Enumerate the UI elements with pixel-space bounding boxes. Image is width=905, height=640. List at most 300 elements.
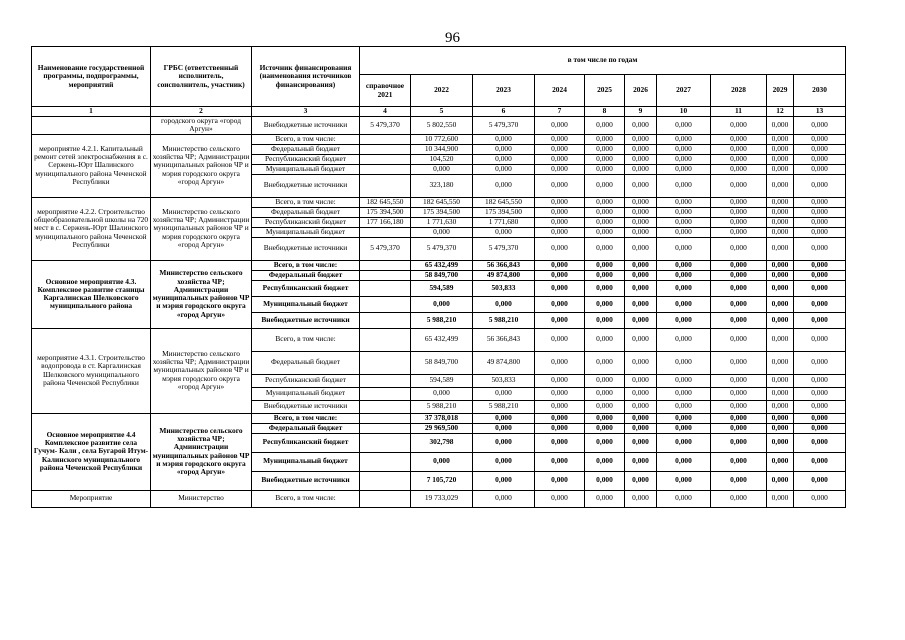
- column-index: 6: [473, 107, 535, 117]
- amount-cell: 0,000: [585, 144, 625, 154]
- amount-cell: 0,000: [657, 490, 711, 507]
- amount-cell: 0,000: [585, 423, 625, 433]
- funding-source: Муниципальный бюджет: [252, 296, 360, 312]
- column-index: 8: [585, 107, 625, 117]
- funding-source: Всего, в том числе:: [252, 260, 360, 270]
- amount-cell: 0,000: [625, 471, 657, 490]
- amount-cell: 0,000: [625, 452, 657, 471]
- amount-cell: 0,000: [625, 433, 657, 452]
- amount-cell: 0,000: [711, 413, 767, 423]
- amount-cell: 0,000: [585, 154, 625, 164]
- amount-cell: 0,000: [473, 134, 535, 144]
- amount-cell: 0,000: [657, 312, 711, 328]
- amount-cell: 175 394,500: [411, 207, 473, 217]
- amount-cell: 0,000: [794, 237, 846, 260]
- amount-cell: 0,000: [794, 296, 846, 312]
- amount-cell: 0,000: [711, 296, 767, 312]
- amount-cell: 0,000: [585, 134, 625, 144]
- amount-cell: 0,000: [657, 387, 711, 400]
- amount-cell: 0,000: [535, 197, 585, 207]
- column-index: 2: [151, 107, 252, 117]
- amount-cell: 0,000: [767, 433, 794, 452]
- amount-cell: 0,000: [767, 164, 794, 174]
- amount-cell: 0,000: [535, 312, 585, 328]
- responsible-org: Министерство сельского хозяйства ЧР; Администрации муниципальных районов ЧР и мэрия городского округа «город Аргун»: [151, 134, 252, 197]
- column-index: 11: [711, 107, 767, 117]
- amount-cell: [360, 374, 411, 387]
- amount-cell: 0,000: [711, 423, 767, 433]
- amount-cell: 175 394,500: [473, 207, 535, 217]
- amount-cell: 1 771,630: [411, 217, 473, 227]
- amount-cell: 0,000: [473, 413, 535, 423]
- amount-cell: 0,000: [535, 296, 585, 312]
- amount-cell: 0,000: [794, 217, 846, 227]
- amount-cell: 0,000: [657, 413, 711, 423]
- amount-cell: 65 432,499: [411, 260, 473, 270]
- amount-cell: 0,000: [794, 207, 846, 217]
- amount-cell: 0,000: [657, 117, 711, 135]
- amount-cell: 0,000: [657, 400, 711, 413]
- funding-source: Внебюджетные источники: [252, 400, 360, 413]
- column-index: 4: [360, 107, 411, 117]
- amount-cell: 0,000: [711, 328, 767, 351]
- amount-cell: [360, 400, 411, 413]
- header-year-2022: 2022: [411, 75, 473, 107]
- amount-cell: 0,000: [535, 270, 585, 280]
- amount-cell: 7 105,720: [411, 471, 473, 490]
- amount-cell: 0,000: [473, 471, 535, 490]
- activity-name: Мероприятие: [32, 490, 151, 507]
- amount-cell: 0,000: [585, 117, 625, 135]
- amount-cell: 0,000: [473, 423, 535, 433]
- funding-source: Всего, в том числе:: [252, 413, 360, 423]
- funding-table: [31, 46, 846, 508]
- funding-source: Республиканский бюджет: [252, 217, 360, 227]
- responsible-org: Министерство сельского хозяйства ЧР; Администрации муниципальных районов ЧР и мэрия городского округа «город Аргун»: [151, 328, 252, 413]
- amount-cell: 0,000: [794, 413, 846, 423]
- amount-cell: 0,000: [585, 400, 625, 413]
- funding-source: Муниципальный бюджет: [252, 452, 360, 471]
- funding-source: Федеральный бюджет: [252, 207, 360, 217]
- amount-cell: [360, 296, 411, 312]
- amount-cell: 5 479,370: [360, 117, 411, 135]
- amount-cell: [360, 471, 411, 490]
- amount-cell: 0,000: [767, 400, 794, 413]
- amount-cell: 0,000: [711, 280, 767, 296]
- amount-cell: 5 479,370: [411, 237, 473, 260]
- amount-cell: 0,000: [625, 270, 657, 280]
- amount-cell: 0,000: [767, 270, 794, 280]
- amount-cell: 0,000: [794, 260, 846, 270]
- amount-cell: 0,000: [535, 423, 585, 433]
- amount-cell: 0,000: [535, 164, 585, 174]
- amount-cell: 10 344,900: [411, 144, 473, 154]
- amount-cell: 0,000: [625, 134, 657, 144]
- column-index: 1: [32, 107, 151, 117]
- table-row: [32, 134, 846, 144]
- amount-cell: 0,000: [625, 328, 657, 351]
- amount-cell: 0,000: [585, 260, 625, 270]
- amount-cell: 37 378,018: [411, 413, 473, 423]
- amount-cell: 5 479,370: [473, 117, 535, 135]
- amount-cell: 0,000: [767, 144, 794, 154]
- amount-cell: 0,000: [657, 270, 711, 280]
- amount-cell: 0,000: [625, 312, 657, 328]
- amount-cell: 0,000: [625, 197, 657, 207]
- column-index-row: [32, 107, 846, 117]
- amount-cell: 0,000: [794, 490, 846, 507]
- amount-cell: 0,000: [794, 280, 846, 296]
- activity-name: мероприятие 4.3.1. Строительство водопровода в ст. Каргалинская Шелковского муниципального района Чеченской Республики: [32, 328, 151, 413]
- amount-cell: 5 988,210: [473, 312, 535, 328]
- amount-cell: 104,520: [411, 154, 473, 164]
- amount-cell: 0,000: [657, 227, 711, 237]
- amount-cell: 0,000: [625, 260, 657, 270]
- funding-source: Федеральный бюджет: [252, 144, 360, 154]
- amount-cell: [360, 280, 411, 296]
- amount-cell: 0,000: [711, 260, 767, 270]
- amount-cell: 0,000: [473, 154, 535, 164]
- amount-cell: [360, 490, 411, 507]
- amount-cell: 0,000: [657, 260, 711, 270]
- amount-cell: 0,000: [473, 164, 535, 174]
- amount-cell: 0,000: [535, 174, 585, 197]
- amount-cell: 594,589: [411, 374, 473, 387]
- amount-cell: 0,000: [767, 154, 794, 164]
- amount-cell: 0,000: [794, 328, 846, 351]
- amount-cell: 0,000: [657, 433, 711, 452]
- amount-cell: 19 733,029: [411, 490, 473, 507]
- amount-cell: 0,000: [625, 207, 657, 217]
- header-year-2025: 2025: [585, 75, 625, 107]
- amount-cell: 0,000: [767, 423, 794, 433]
- amount-cell: 0,000: [535, 217, 585, 227]
- amount-cell: 177 166,180: [360, 217, 411, 227]
- amount-cell: 0,000: [585, 387, 625, 400]
- responsible-org: Министерство сельского хозяйства ЧР; Администрации муниципальных районов ЧР и мэрия городского округа «город Аргун»: [151, 260, 252, 328]
- amount-cell: 0,000: [794, 452, 846, 471]
- amount-cell: 0,000: [711, 154, 767, 164]
- amount-cell: 0,000: [767, 197, 794, 207]
- amount-cell: [360, 423, 411, 433]
- funding-source: Муниципальный бюджет: [252, 227, 360, 237]
- amount-cell: 0,000: [411, 296, 473, 312]
- amount-cell: 0,000: [585, 328, 625, 351]
- amount-cell: 0,000: [767, 217, 794, 227]
- funding-source: Всего, в том числе:: [252, 328, 360, 351]
- activity-name: [32, 117, 151, 135]
- amount-cell: 0,000: [767, 471, 794, 490]
- amount-cell: 0,000: [535, 207, 585, 217]
- amount-cell: [360, 144, 411, 154]
- amount-cell: 0,000: [711, 433, 767, 452]
- amount-cell: 0,000: [794, 374, 846, 387]
- amount-cell: 0,000: [657, 237, 711, 260]
- amount-cell: 65 432,499: [411, 328, 473, 351]
- amount-cell: 0,000: [711, 197, 767, 207]
- amount-cell: 0,000: [711, 164, 767, 174]
- amount-cell: 0,000: [657, 207, 711, 217]
- amount-cell: 0,000: [411, 452, 473, 471]
- amount-cell: 0,000: [794, 433, 846, 452]
- amount-cell: 0,000: [794, 387, 846, 400]
- activity-name: мероприятие 4.2.1. Капитальный ремонт сетей электроснабжения в с. Сержень-Юрт Шалинского муниципального района Чеченской Республики: [32, 134, 151, 197]
- funding-source: Республиканский бюджет: [252, 280, 360, 296]
- amount-cell: 0,000: [535, 452, 585, 471]
- amount-cell: 0,000: [625, 154, 657, 164]
- amount-cell: [360, 154, 411, 164]
- amount-cell: 503,833: [473, 280, 535, 296]
- amount-cell: 0,000: [535, 490, 585, 507]
- amount-cell: 0,000: [625, 374, 657, 387]
- amount-cell: 0,000: [625, 387, 657, 400]
- amount-cell: 0,000: [767, 312, 794, 328]
- amount-cell: 0,000: [711, 144, 767, 154]
- header-year-2028: 2028: [711, 75, 767, 107]
- amount-cell: 0,000: [625, 227, 657, 237]
- amount-cell: 0,000: [767, 413, 794, 423]
- amount-cell: 0,000: [535, 328, 585, 351]
- amount-cell: 0,000: [585, 227, 625, 237]
- amount-cell: 0,000: [657, 164, 711, 174]
- amount-cell: 0,000: [711, 237, 767, 260]
- amount-cell: 0,000: [794, 351, 846, 374]
- amount-cell: 0,000: [585, 207, 625, 217]
- table-row: [32, 117, 846, 135]
- amount-cell: 0,000: [794, 400, 846, 413]
- amount-cell: 0,000: [711, 207, 767, 217]
- column-index: 12: [767, 107, 794, 117]
- amount-cell: 0,000: [657, 144, 711, 154]
- amount-cell: 0,000: [535, 117, 585, 135]
- amount-cell: 0,000: [767, 134, 794, 144]
- amount-cell: 0,000: [535, 413, 585, 423]
- amount-cell: 5 988,210: [411, 312, 473, 328]
- amount-cell: [360, 134, 411, 144]
- amount-cell: 503,833: [473, 374, 535, 387]
- funding-source: Внебюджетные источники: [252, 237, 360, 260]
- amount-cell: 0,000: [625, 237, 657, 260]
- header-grbs: ГРБС (ответственный исполнитель, соисполнитель, участник): [151, 47, 252, 107]
- amount-cell: 0,000: [535, 280, 585, 296]
- amount-cell: 0,000: [535, 237, 585, 260]
- amount-cell: 0,000: [767, 351, 794, 374]
- amount-cell: 49 874,800: [473, 351, 535, 374]
- amount-cell: 0,000: [794, 154, 846, 164]
- amount-cell: 0,000: [535, 400, 585, 413]
- amount-cell: [360, 164, 411, 174]
- amount-cell: 323,180: [411, 174, 473, 197]
- header-year-2026: 2026: [625, 75, 657, 107]
- funding-source: Внебюджетные источники: [252, 117, 360, 135]
- amount-cell: [360, 312, 411, 328]
- table-row: [32, 197, 846, 207]
- amount-cell: 0,000: [535, 154, 585, 164]
- amount-cell: 0,000: [535, 387, 585, 400]
- amount-cell: 0,000: [473, 452, 535, 471]
- amount-cell: 0,000: [657, 452, 711, 471]
- amount-cell: 5 479,370: [360, 237, 411, 260]
- amount-cell: 0,000: [535, 351, 585, 374]
- amount-cell: 0,000: [711, 217, 767, 227]
- amount-cell: 0,000: [657, 296, 711, 312]
- funding-source: Республиканский бюджет: [252, 154, 360, 164]
- amount-cell: 0,000: [767, 452, 794, 471]
- amount-cell: 0,000: [535, 471, 585, 490]
- funding-source: Муниципальный бюджет: [252, 387, 360, 400]
- amount-cell: 0,000: [767, 490, 794, 507]
- amount-cell: 0,000: [767, 174, 794, 197]
- amount-cell: 0,000: [767, 227, 794, 237]
- amount-cell: 0,000: [473, 144, 535, 154]
- amount-cell: 0,000: [411, 164, 473, 174]
- amount-cell: [360, 260, 411, 270]
- funding-source: Всего, в том числе:: [252, 134, 360, 144]
- table-body: [32, 117, 846, 508]
- amount-cell: 0,000: [585, 280, 625, 296]
- amount-cell: [360, 351, 411, 374]
- amount-cell: 0,000: [625, 280, 657, 296]
- amount-cell: 0,000: [711, 387, 767, 400]
- amount-cell: 0,000: [767, 117, 794, 135]
- amount-cell: 5 802,550: [411, 117, 473, 135]
- funding-source: Внебюджетные источники: [252, 174, 360, 197]
- amount-cell: 0,000: [625, 490, 657, 507]
- amount-cell: 0,000: [585, 452, 625, 471]
- table-row: [32, 413, 846, 423]
- amount-cell: 0,000: [767, 374, 794, 387]
- amount-cell: 0,000: [711, 117, 767, 135]
- funding-source: Всего, в том числе:: [252, 197, 360, 207]
- column-index: 5: [411, 107, 473, 117]
- column-index: 9: [625, 107, 657, 117]
- amount-cell: 56 366,843: [473, 260, 535, 270]
- amount-cell: 0,000: [625, 164, 657, 174]
- amount-cell: 0,000: [625, 217, 657, 227]
- funding-source: Муниципальный бюджет: [252, 164, 360, 174]
- amount-cell: 0,000: [794, 270, 846, 280]
- amount-cell: 0,000: [585, 413, 625, 423]
- header-year-2029: 2029: [767, 75, 794, 107]
- amount-cell: 0,000: [711, 490, 767, 507]
- amount-cell: 0,000: [657, 197, 711, 207]
- amount-cell: 0,000: [794, 134, 846, 144]
- amount-cell: 0,000: [794, 312, 846, 328]
- amount-cell: 0,000: [473, 433, 535, 452]
- page-number: 96: [445, 30, 460, 46]
- amount-cell: 0,000: [657, 134, 711, 144]
- amount-cell: 182 645,550: [473, 197, 535, 207]
- amount-cell: 0,000: [625, 351, 657, 374]
- amount-cell: 0,000: [657, 374, 711, 387]
- amount-cell: 0,000: [411, 227, 473, 237]
- amount-cell: 56 366,843: [473, 328, 535, 351]
- header-ref-2021: справочное 2021: [360, 75, 411, 107]
- amount-cell: 5 988,210: [473, 400, 535, 413]
- amount-cell: 1 771,680: [473, 217, 535, 227]
- amount-cell: 0,000: [585, 433, 625, 452]
- amount-cell: 58 849,700: [411, 270, 473, 280]
- amount-cell: 0,000: [473, 490, 535, 507]
- amount-cell: [360, 328, 411, 351]
- amount-cell: 0,000: [585, 296, 625, 312]
- funding-source: Республиканский бюджет: [252, 374, 360, 387]
- amount-cell: 0,000: [535, 374, 585, 387]
- amount-cell: 0,000: [657, 280, 711, 296]
- funding-source: Федеральный бюджет: [252, 351, 360, 374]
- amount-cell: 0,000: [585, 374, 625, 387]
- amount-cell: 0,000: [625, 413, 657, 423]
- amount-cell: 0,000: [767, 237, 794, 260]
- amount-cell: 0,000: [535, 227, 585, 237]
- amount-cell: 0,000: [711, 471, 767, 490]
- table-row: [32, 328, 846, 351]
- amount-cell: 0,000: [625, 423, 657, 433]
- table-row: [32, 260, 846, 270]
- amount-cell: 0,000: [794, 164, 846, 174]
- header-year-2027: 2027: [657, 75, 711, 107]
- amount-cell: [360, 270, 411, 280]
- amount-cell: 0,000: [711, 400, 767, 413]
- amount-cell: 0,000: [794, 227, 846, 237]
- funding-source: Федеральный бюджет: [252, 270, 360, 280]
- column-index: 10: [657, 107, 711, 117]
- header-year-2024: 2024: [535, 75, 585, 107]
- amount-cell: 5 988,210: [411, 400, 473, 413]
- amount-cell: [360, 413, 411, 423]
- amount-cell: 302,798: [411, 433, 473, 452]
- amount-cell: 0,000: [711, 351, 767, 374]
- activity-name: мероприятие 4.2.2. Строительство общеобразовательной школы на 720 мест в с. Сержень-Юрт Шалинского муниципального района Чеченской Республики: [32, 197, 151, 260]
- amount-cell: 0,000: [794, 423, 846, 433]
- amount-cell: 0,000: [585, 174, 625, 197]
- amount-cell: 0,000: [535, 260, 585, 270]
- amount-cell: 0,000: [625, 117, 657, 135]
- column-index: 3: [252, 107, 360, 117]
- amount-cell: 49 874,800: [473, 270, 535, 280]
- amount-cell: 0,000: [711, 270, 767, 280]
- header-source: Источник финансирования (наименования источников финансирования): [252, 47, 360, 107]
- amount-cell: 0,000: [585, 237, 625, 260]
- amount-cell: 594,589: [411, 280, 473, 296]
- amount-cell: 0,000: [535, 433, 585, 452]
- amount-cell: 0,000: [585, 351, 625, 374]
- amount-cell: 0,000: [657, 351, 711, 374]
- amount-cell: 0,000: [585, 471, 625, 490]
- amount-cell: 0,000: [411, 387, 473, 400]
- amount-cell: 0,000: [657, 174, 711, 197]
- amount-cell: 0,000: [711, 452, 767, 471]
- amount-cell: 182 645,550: [411, 197, 473, 207]
- amount-cell: [360, 452, 411, 471]
- amount-cell: [360, 433, 411, 452]
- header-name: Наименование государственной программы, подпрограммы, мероприятий: [32, 47, 151, 107]
- amount-cell: 0,000: [657, 217, 711, 227]
- column-index: 7: [535, 107, 585, 117]
- amount-cell: 175 394,500: [360, 207, 411, 217]
- responsible-org: Министерство: [151, 490, 252, 507]
- activity-name: Основное мероприятие 4.3. Комплексное развитие станицы Каргалинская Шелковского муниципального района: [32, 260, 151, 328]
- header-by-year: в том числе по годам: [360, 47, 846, 75]
- funding-source: Внебюджетные источники: [252, 312, 360, 328]
- amount-cell: [360, 174, 411, 197]
- amount-cell: 0,000: [794, 197, 846, 207]
- amount-cell: 0,000: [585, 164, 625, 174]
- funding-source: Республиканский бюджет: [252, 433, 360, 452]
- amount-cell: 0,000: [711, 174, 767, 197]
- amount-cell: 0,000: [585, 312, 625, 328]
- amount-cell: 0,000: [767, 207, 794, 217]
